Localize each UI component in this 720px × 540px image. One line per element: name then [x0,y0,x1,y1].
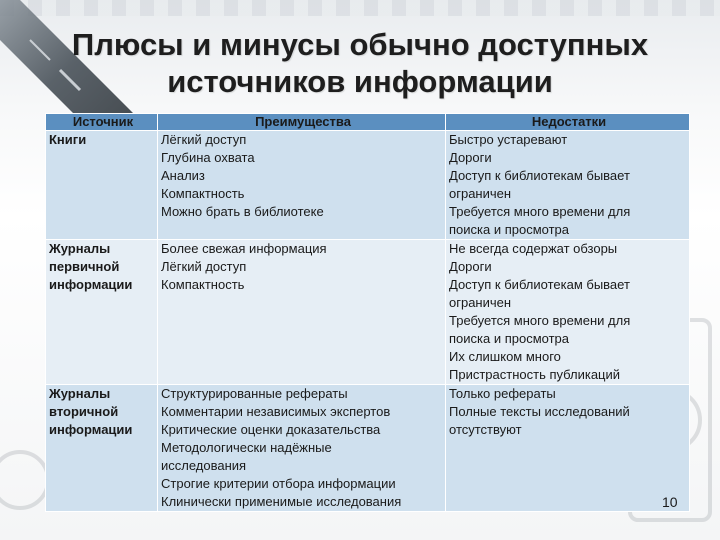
sources-table [45,113,690,512]
cell-line: Журналы [49,241,111,256]
cell-line: Доступ к библиотекам бывает [449,168,630,183]
cell-line: информации [49,422,133,437]
cell-line: ограничен [449,295,512,310]
cell-line: поиска и просмотра [449,331,570,346]
cell-line: Книги [49,132,87,147]
cons-cell [446,385,690,512]
cell-line: Клинически применимые исследования [161,494,402,509]
cell-line: Доступ к библиотекам бывает [449,277,630,292]
table-header-row [46,114,690,131]
cell-line: Строгие критерии отбора информации [161,476,396,491]
cell-line: Глубина охвата [161,150,255,165]
cell-line: вторичной [49,404,119,419]
cell-line: Только рефераты [449,386,556,401]
cell-line: Дороги [449,150,492,165]
cons-cell [446,240,690,385]
cell-line: Быстро устаревают [449,132,568,147]
cell-line: Требуется много времени для [449,313,631,328]
cell-line: Полные тексты исследований [449,404,630,419]
cell-line: Не всегда содержат обзоры [449,241,618,256]
cell-line: Компактность [161,186,245,201]
pros-cell [158,385,446,512]
cell-line: Структурированные рефераты [161,386,348,401]
pros-cell [158,131,446,240]
cell-line: информации [49,277,133,292]
header-pros: Преимущества [158,114,446,131]
cell-line: Компактность [161,277,245,292]
source-cell [46,131,158,240]
cell-line: Дороги [449,259,492,274]
cell-line: Методологически надёжные [161,440,332,455]
table-row [46,240,690,385]
cell-line: Пристрастность публикаций [449,367,621,382]
header-source: Источник [46,114,158,131]
cell-line: Их слишком много [449,349,561,364]
cell-line: Можно брать в библиотеке [161,204,324,219]
cell-line: поиска и просмотра [449,222,570,237]
table-row [46,385,690,512]
cell-line: Лёгкий доступ [161,132,247,147]
pros-cell [158,240,446,385]
cons-cell [446,131,690,240]
cell-line: Более свежая информация [161,241,327,256]
page-number: 10 [662,494,678,510]
source-cell [46,240,158,385]
source-cell [46,385,158,512]
cell-line: ограничен [449,186,512,201]
cell-line: Лёгкий доступ [161,259,247,274]
cell-line: отсутствуют [449,422,522,437]
cell-line: Анализ [161,168,205,183]
cell-line: Требуется много времени для [449,204,631,219]
cell-line: первичной [49,259,120,274]
slide-title: Плюсы и минусы обычно доступных источников информации [71,27,649,99]
cell-line: исследования [161,458,247,473]
cell-line: Критические оценки доказательства [161,422,381,437]
cell-line: Журналы [49,386,111,401]
table-row [46,131,690,240]
header-cons: Недостатки [446,114,690,131]
cell-line: Комментарии независимых экспертов [161,404,391,419]
